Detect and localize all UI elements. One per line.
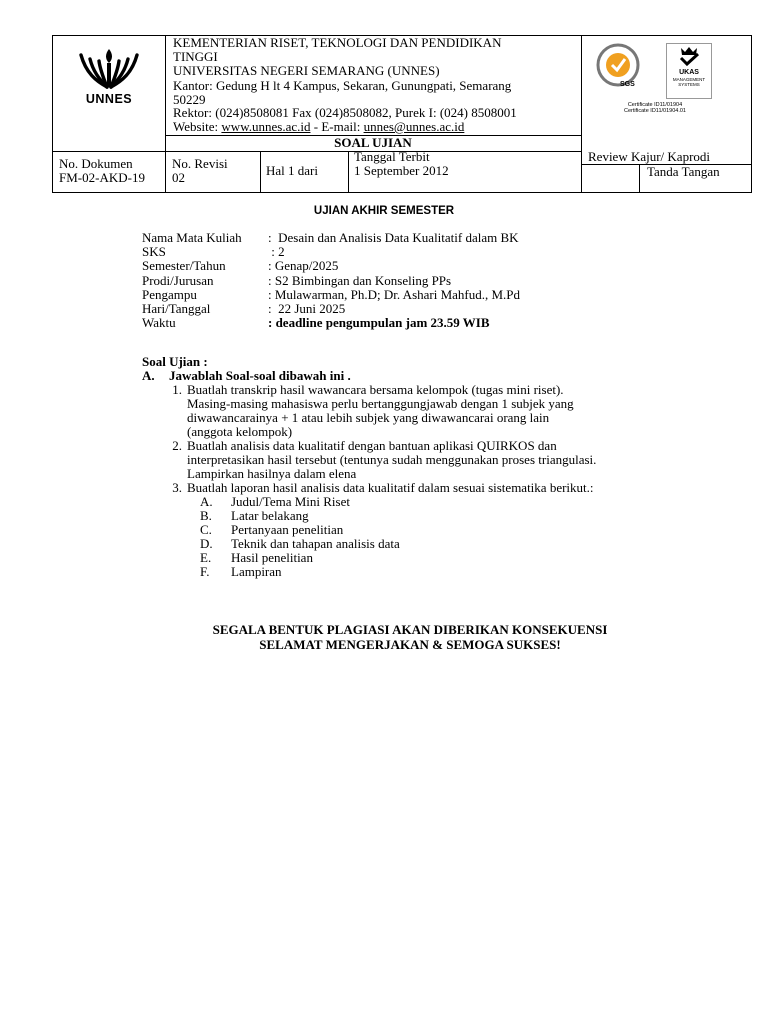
no-revisi-value: 02 [172,170,185,185]
sgs-label: SGS [620,81,635,88]
section-name: Hasil penelitian [231,550,313,565]
review-label: Review Kajur/ Kaprodi [588,149,711,164]
section-a-title: Jawablah Soal-soal dibawah ini . [169,368,351,383]
question-line: Masing-masing mahasiswa perlu bertanggungjawab dengan 1 subjek yang [187,396,574,411]
cert-id-1: Certificate ID11/01904 [627,102,683,108]
question-item [142,481,702,495]
question-text [187,383,574,439]
no-dokumen-value: FM-02-AKD-19 [59,170,145,185]
info-label: Pengampu [142,286,197,302]
section-letter: A. [200,494,213,509]
info-row [142,302,520,316]
info-value: : 22 Juni 2025 [268,301,346,317]
info-row [142,274,520,288]
info-value: : S2 Bimbingan dan Konseling PPs [268,272,452,288]
email-label: - E-mail: [310,119,364,134]
ministry-name-cont: TINGGI [173,49,218,64]
section-name: Lampiran [231,564,282,579]
info-row [142,231,520,245]
question-list [142,383,702,495]
info-label: SKS [142,244,166,260]
question-text [187,481,594,495]
report-structure-list [142,495,702,579]
info-label: Semester/Tahun [142,258,226,274]
ministry-name: KEMENTERIAN RISET, TEKNOLOGI DAN PENDIDIKAN [173,35,502,50]
no-dokumen-label: No. Dokumen [59,156,133,171]
info-row [142,245,520,259]
course-info [142,231,520,330]
phone: Rektor: (024)8508081 Fax (024)8508082, Purek I: (024) 8508001 [173,105,517,120]
question-item [142,439,702,481]
tanggal-terbit-label: Tanggal Terbit [354,149,430,164]
question-line: Buatlah transkrip hasil wawancara bersama kelompok (tugas mini riset). [187,382,564,397]
section-letter: D. [200,536,213,551]
report-section-item [200,551,702,565]
question-line: Buatlah laporan hasil analisis data kualitatif dalam sesuai sistematika berikut.: [187,480,594,495]
ukas-sub2: SYSTEMS [678,82,700,87]
section-name: Pertanyaan penelitian [231,522,344,537]
address: Kantor: Gedung H lt 4 Kampus, Sekaran, Gunungpati, Semarang [173,78,512,93]
section-name: Latar belakang [231,508,309,523]
soal-ujian-heading: SOAL UJIAN [334,135,412,150]
question-item [142,383,702,439]
exam-title: UJIAN AKHIR SEMESTER [313,205,455,217]
question-line: Lampirkan hasilnya dalam elena [187,466,357,481]
report-section-item [200,565,702,579]
exam-questions [142,355,702,579]
sgs-certification-badge [594,43,642,99]
report-section-item [200,523,702,537]
soal-heading: Soal Ujian : [142,354,208,369]
ukas-sub1: MANAGEMENT [672,77,706,82]
section-letter: B. [200,508,212,523]
question-line: diwawancarainya + 1 atau lebih subjek yang diwawancarai orang lain [187,410,550,425]
info-row [142,316,520,330]
page-count: Hal 1 dari [266,163,318,178]
question-line: (anggota kelompok) [187,424,293,439]
info-value: : 2 [268,244,285,260]
info-label: Prodi/Jurusan [142,272,214,288]
section-name: Judul/Tema Mini Riset [231,494,350,509]
section-letter: E. [200,550,212,565]
section-letter: F. [200,564,210,579]
postcode: 50229 [173,92,206,107]
info-value: : Genap/2025 [268,258,339,274]
website-label: Website: [173,119,222,134]
info-label: Waktu [142,315,176,331]
section-letter: C. [200,522,212,537]
info-value: : deadline pengumpulan jam 23.59 WIB [268,315,490,331]
website-link[interactable]: www.unnes.ac.id [221,119,311,134]
tanda-tangan-label: Tanda Tangan [647,164,720,179]
contact-line [173,120,464,134]
closing-message [0,623,768,652]
unnes-logo [74,41,144,109]
ukas-certification-badge [666,43,712,99]
info-row [142,259,520,273]
section-a-marker: A. [142,368,155,383]
document-header [52,35,752,193]
ukas-crown-check-icon [667,44,711,68]
section-name: Teknik dan tahapan analisis data [231,536,400,551]
question-line: Buatlah analisis data kualitatif dengan bantuan aplikasi QUIRKOS dan [187,438,557,453]
info-value: : Desain dan Analisis Data Kualitatif dalam BK [268,230,519,245]
info-label: Nama Mata Kuliah [142,230,242,245]
university-name: UNIVERSITAS NEGERI SEMARANG (UNNES) [173,63,440,78]
report-section-item [200,537,702,551]
report-section-item [200,509,702,523]
question-line: interpretasikan hasil tersebut (tentunya sudah menggunakan proses triangulasi. [187,452,597,467]
no-revisi-label: No. Revisi [172,156,228,171]
info-label: Hari/Tanggal [142,301,211,317]
section-a [142,369,702,383]
question-number: 2. [172,438,182,453]
unnes-logo-text: UNNES [85,92,133,106]
email-link[interactable]: unnes@unnes.ac.id [363,119,465,134]
question-text [187,439,596,481]
cert-id-2: Certificate ID11/01904.01 [624,108,686,114]
plagiarism-warning: SEGALA BENTUK PLAGIASI AKAN DIBERIKAN KONSEKUENSI [212,622,608,637]
certification-logos [594,43,716,114]
ukas-label: UKAS [679,69,699,76]
info-value: : Mulawarman, Ph.D; Dr. Ashari Mahfud., M.Pd [268,286,521,302]
tanggal-terbit-value: 1 September 2012 [354,163,449,178]
good-luck-message: SELAMAT MENGERJAKAN & SEMOGA SUKSES! [259,636,561,652]
report-section-item [200,495,702,509]
info-row [142,288,520,302]
question-number: 3. [172,480,182,495]
question-number: 1. [172,382,182,397]
